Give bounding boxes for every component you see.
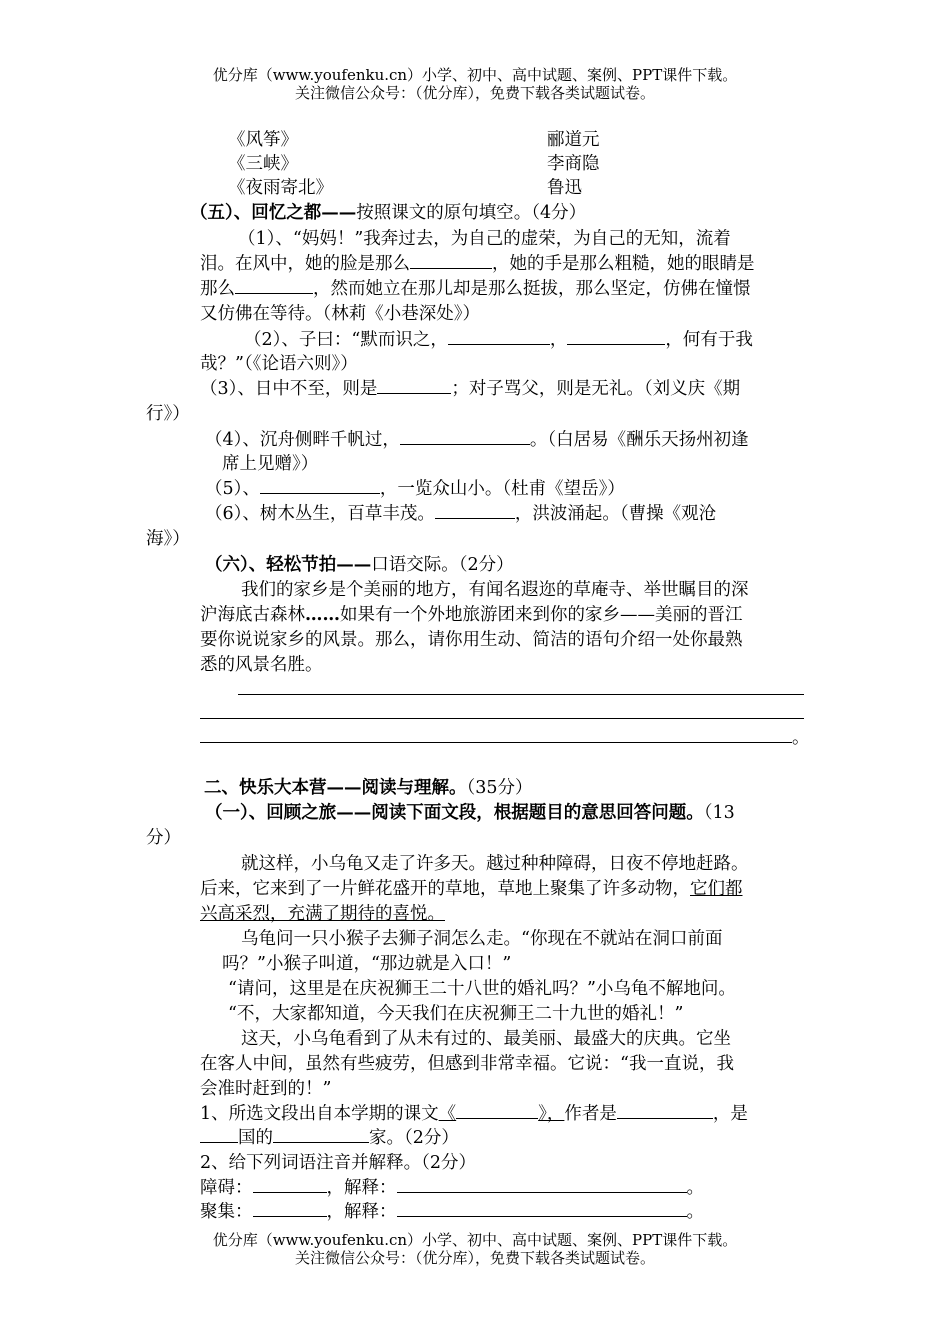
reading-p5-line-3: 会准时赶到的！” — [200, 1079, 332, 1099]
fill-blank[interactable] — [410, 252, 492, 269]
word-2-row: 聚集： ，解释： 。 — [200, 1202, 704, 1222]
answer-end-mark: 。 — [792, 728, 810, 748]
reading-p2-line-1: 乌龟问一只小猴子去狮子洞怎么走。“你现在不就站在洞口前面 — [241, 929, 723, 949]
header-line-2: 关注微信公众号：（优分库），免费下载各类试题试卷。 — [294, 84, 655, 102]
matching-right-2: 李商隐 — [547, 154, 600, 174]
reading-p5-line-1: 这天，小乌龟看到了从未有过的、最美丽、最盛大的庆典。它坐 — [241, 1029, 731, 1049]
question-1-line-1: 1、所选文段出自本学期的课文《 》，作者是 ，是 — [200, 1104, 748, 1124]
reading-p3: “请问，这里是在庆祝狮王二十八世的婚礼吗？”小乌龟不解地问。 — [228, 979, 736, 999]
reading-p1-line-2: 后来，它来到了一片鲜花盛开的草地，草地上聚集了许多动物，它们都 — [200, 879, 743, 899]
reading-p1-line-3-underlined: 兴高采烈，充满了期待的喜悦。 — [200, 904, 445, 924]
section-6-title: （六）、轻松节拍—— — [205, 555, 372, 575]
sec6-paragraph-line-4: 悉的风景名胜。 — [200, 655, 323, 675]
q5-6-line-1: （6）、树木丛生，百草丰茂。 ，洪波涌起。（曹操《观沧 — [205, 504, 717, 524]
q5-1-line-1: （1）、“妈妈！”我奔过去，为自己的虚荣，为自己的无知，流着 — [238, 229, 731, 249]
fill-blank-role[interactable] — [273, 1126, 369, 1143]
fill-blank[interactable] — [235, 277, 313, 294]
fill-blank-author[interactable] — [617, 1102, 713, 1119]
sec6-paragraph-line-1: 我们的家乡是个美丽的地方，有闻名遐迩的草庵寺、举世瞩目的深 — [241, 580, 749, 600]
q5-4-line-1: （4）、沉舟侧畔千帆过， 。（白居易《酬乐天扬州初逢 — [205, 430, 749, 450]
explanation-blank[interactable] — [397, 1200, 687, 1217]
reading-p2-line-2: 吗？”小猴子叫道，“那边就是入口！” — [222, 954, 512, 974]
fill-blank[interactable] — [448, 328, 550, 345]
fill-blank[interactable] — [567, 328, 665, 345]
sec6-paragraph-line-2: 沪海底古森林……如果有一个外地旅游团来到你的家乡——美丽的晋江 — [200, 605, 743, 625]
footer-line-1: 优分库（www.youfenku.cn）小学、初中、高中试题、案例、PPT课件下载。 — [212, 1231, 738, 1249]
section-5-instructions: 按照课文的原句填空。（4分） — [356, 203, 587, 223]
section-6-heading — [205, 553, 514, 577]
part-2-title: 二、快乐大本营——阅读与理解。 — [204, 778, 467, 798]
pinyin-blank[interactable] — [253, 1176, 327, 1193]
sec6-paragraph-line-3: 要你说说家乡的风景。那么，请你用生动、简洁的语句介绍一处你最熟 — [200, 630, 743, 650]
fill-blank[interactable] — [435, 502, 515, 519]
q5-3-line-2: 行》） — [146, 404, 190, 424]
q5-1-line-2: 泪。在风中，她的脸是那么 ，她的手是那么粗糙，她的眼睛是 — [200, 254, 755, 274]
part-2-score: （35分） — [466, 778, 533, 798]
matching-left-3: 《夜雨寄北》 — [228, 178, 333, 198]
explanation-blank[interactable] — [397, 1176, 687, 1193]
q5-6-line-2: 海》） — [146, 529, 190, 549]
header-line-1: 优分库（www.youfenku.cn）小学、初中、高中试题、案例、PPT课件下载。 — [212, 66, 738, 84]
section-5-heading — [190, 201, 586, 225]
part-2-subsection-1-score: 分） — [146, 828, 181, 848]
q5-1-line-3: 那么 ，然而她立在那儿却是那么挺拔，那么坚定，仿佛在憧憬 — [200, 279, 751, 299]
reading-p1-line-1: 就这样，小乌龟又走了许多天。越过种种障碍，日夜不停地赶路。 — [241, 854, 749, 874]
section-5-title: （五）、回忆之都—— — [190, 203, 357, 223]
question-2: 2、给下列词语注音并解释。（2分） — [200, 1153, 477, 1173]
q5-4-line-2: 席上见赠》） — [222, 454, 319, 474]
pinyin-blank[interactable] — [253, 1200, 327, 1217]
q5-5-line: （5）、 ，一览众山小。（杜甫《望岳》） — [205, 479, 625, 499]
matching-right-3: 鲁迅 — [547, 178, 582, 198]
part-2-subsection-1-heading: （一）、回顾之旅——阅读下面文段，根据题目的意思回答问题。（13 — [205, 803, 735, 823]
underlined-phrase: 它们都 — [690, 879, 743, 899]
section-6-instructions: 口语交际。（2分） — [371, 555, 514, 575]
q5-2-line-1: （2）、子曰：“默而识之， ， ，何有于我 — [244, 330, 753, 350]
matching-right-1: 郦道元 — [547, 130, 600, 150]
reading-p5-line-2: 在客人中间，虽然有些疲劳，但感到非常幸福。它说：“我一直说，我 — [200, 1054, 734, 1074]
matching-left-1: 《风筝》 — [228, 130, 298, 150]
fill-blank[interactable] — [377, 377, 451, 394]
answer-line-2[interactable] — [200, 718, 804, 719]
matching-left-2: 《三峡》 — [228, 154, 298, 174]
part-2-heading — [204, 776, 533, 800]
q5-2-line-2: 哉？”（《论语六则》） — [200, 354, 358, 374]
answer-line-1[interactable] — [238, 694, 804, 695]
fill-blank-title[interactable] — [456, 1102, 538, 1119]
q5-3-line-1: （3）、日中不至，则是 ；对子骂父，则是无礼。（刘义庆《期 — [200, 379, 741, 399]
fill-blank-country[interactable] — [200, 1126, 238, 1143]
answer-line-3[interactable] — [200, 742, 792, 743]
reading-p4: “不，大家都知道，今天我们在庆祝狮王二十九世的婚礼！” — [228, 1004, 684, 1024]
word-1-row: 障碍： ，解释： 。 — [200, 1178, 704, 1198]
fill-blank[interactable] — [400, 428, 530, 445]
fill-blank[interactable] — [260, 477, 380, 494]
q5-1-line-4: 又仿佛在等待。（林莉《小巷深处》） — [200, 304, 480, 324]
question-1-line-2: 国的 家。（2分） — [200, 1126, 459, 1150]
footer-line-2: 关注微信公众号：（优分库），免费下载各类试题试卷。 — [294, 1249, 655, 1267]
